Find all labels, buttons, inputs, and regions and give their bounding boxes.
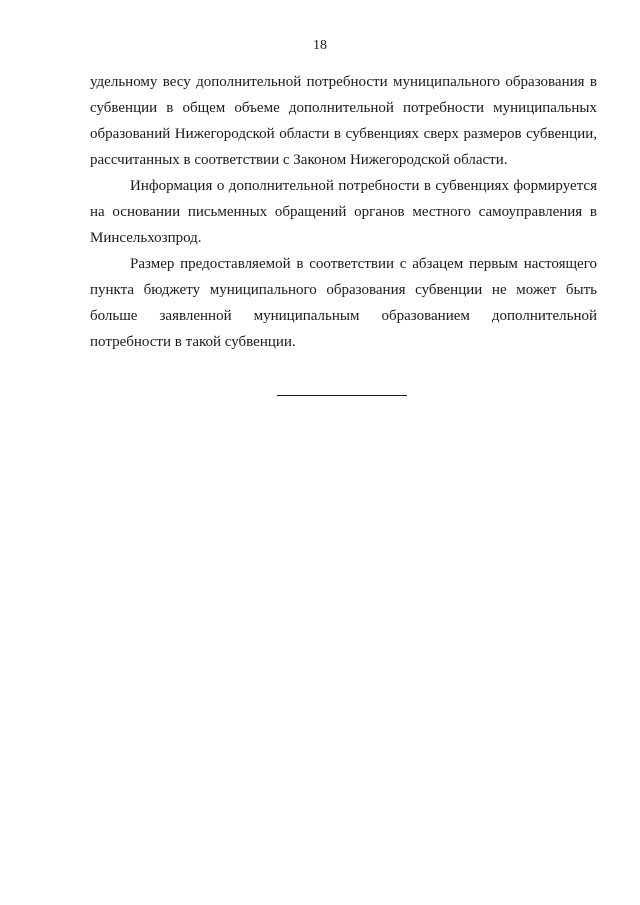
paragraph-continuation: удельному весу дополнительной потребности муниципального образования в субвенции в общем объеме дополнительной потребности муниципальных образований Нижегородской области в субвенциях сверх размеров субвенции, рассчитанных в соответствии с Законом Нижегородской области.	[90, 74, 597, 168]
paragraph-information: Информация о дополнительной потребности в субвенциях формируется на основании письменных обращений органов местного самоуправления в Минсельхозпрод.	[90, 178, 597, 246]
end-divider-line	[277, 395, 407, 396]
paragraph-subvention-size: Размер предоставляемой в соответствии с абзацем первым настоящего пункта бюджету муниципального образования субвенции не может быть больше заявленной муниципальным образованием дополнительной потребности в такой субвенции.	[90, 256, 597, 350]
document-body	[90, 69, 597, 355]
page-number: 18	[313, 38, 327, 53]
